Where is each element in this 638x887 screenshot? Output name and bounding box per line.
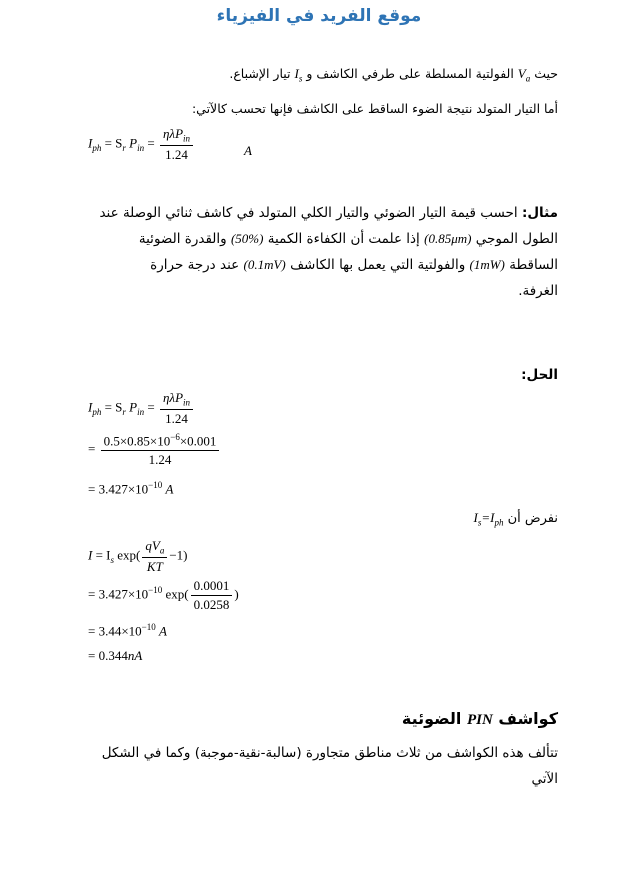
section-line-2: الآتي bbox=[531, 771, 558, 787]
site-title: موقع الفريد في الفيزياء bbox=[216, 6, 422, 26]
solution-step-3: = $3.427\times 10^{-10}$ A bbox=[88, 480, 174, 497]
total-current-substitution: = $3.427\times 10^{-10}$ exp( $\frac{0.0001}{0.0258}$ ) bbox=[88, 578, 239, 612]
solution-step-2: = $\frac{0.5\times 0.85\times 10^{-6}\times 0.001}{1.24}$ bbox=[88, 432, 221, 468]
total-current-result-a: = $3.44\times 10^{-10}$ A bbox=[88, 622, 167, 639]
example-line-1: مثال: احسب قيمة التيار الضوئي والتيار الكلي المتولد في كاشف ثنائي الوصلة عند bbox=[99, 205, 558, 221]
example-line-3: الساقطة (1mW) والفولتية التي يعمل بها الكاشف (0.1mV) عند درجة حرارة bbox=[150, 257, 558, 273]
symbol-va: $V_a$ bbox=[517, 66, 531, 84]
text-suffix: تيار الإشباع. bbox=[229, 66, 291, 81]
symbol-is: $I_s$ bbox=[294, 66, 303, 84]
total-current-formula: $I = I_s$ exp( $\frac{qV_a}{KT}$ −1) bbox=[88, 538, 188, 574]
intro-line: أما التيار المتولد نتيجة الضوء الساقط على الكاشف فإنها تحسب كالآتي: bbox=[191, 101, 558, 116]
example-line-2: الطول الموجي (0.85μm) إذا علمت أن الكفاءة الكمية (50%) والقدرة الضوئية bbox=[138, 231, 558, 247]
definition-line bbox=[229, 66, 558, 84]
section-line-1: تتألف هذه الكواشف من ثلاث مناطق متجاورة (سالبة-نقية-موجبة) وكما في الشكل bbox=[101, 745, 558, 761]
unit-ampere: A bbox=[244, 143, 252, 158]
assumption-line: نفرض أن $I_s=I_{ph}$ bbox=[473, 510, 558, 528]
total-current-result-na: = 0.344nA bbox=[88, 648, 143, 663]
solution-label: الحل: bbox=[521, 367, 558, 383]
example-block bbox=[78, 200, 558, 304]
section-paragraph bbox=[78, 740, 558, 792]
solution-step-1: $I_{ph} = S_r$ $P_{in}$ = $\frac{\eta\lambda P_{in}}{1.24}$ bbox=[88, 390, 195, 427]
text-prefix: حيث bbox=[534, 66, 558, 81]
photocurrent-formula: $I_{ph} = S_r$ $P_{in}$ = $\frac{\eta\lambda P_{in}}{1.24}$ bbox=[88, 126, 195, 163]
section-heading: كواشف PIN الضوئية bbox=[401, 709, 558, 728]
example-line-4: الغرفة. bbox=[518, 283, 558, 299]
text-mid: الفولتية المسلطة على طرفي الكاشف و bbox=[306, 66, 514, 81]
